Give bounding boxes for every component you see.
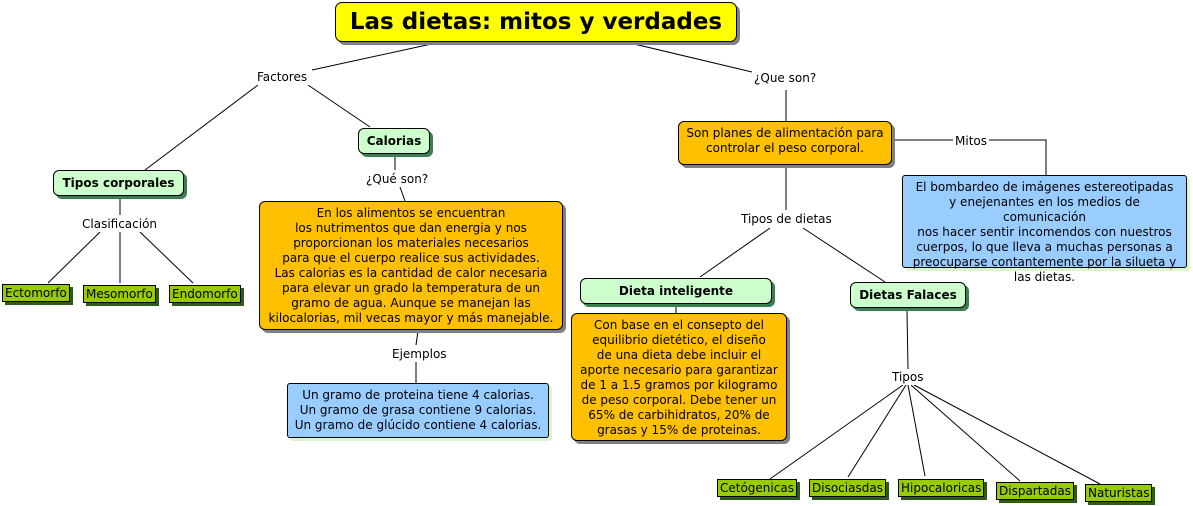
label-ejemplos: Ejemplos bbox=[392, 347, 447, 361]
leaf-hipocaloricas[interactable]: Hipocaloricas bbox=[898, 479, 984, 497]
leaf-disociasdas[interactable]: Disociasdas bbox=[809, 479, 886, 497]
concept-dieta-inteligente[interactable]: Dieta inteligente bbox=[580, 278, 772, 304]
concept-dietas-falaces[interactable]: Dietas Falaces bbox=[850, 282, 966, 308]
que-son-definition[interactable]: Son planes de alimentación para controlar el peso corporal. bbox=[678, 121, 892, 165]
connector bbox=[848, 385, 906, 477]
label-tipos-de-dietas: Tipos de dietas bbox=[741, 212, 832, 226]
connector bbox=[48, 232, 100, 283]
leaf-naturistas[interactable]: Naturistas bbox=[1085, 484, 1152, 502]
connector bbox=[907, 311, 908, 369]
connector bbox=[140, 232, 193, 283]
label-factores: Factores bbox=[257, 70, 308, 84]
mitos-definition[interactable]: El bombardeo de imágenes estereotipadas y enejenantes en los medios de comunicación nos hacer sentir incomendos con nuestros cuerpos, lo que lleva a muchas personas a preocuparse contantemente por la silueta y las dietas. bbox=[902, 175, 1187, 268]
connector bbox=[312, 43, 436, 70]
connector bbox=[700, 228, 770, 277]
connector bbox=[145, 85, 258, 170]
calorias-examples[interactable]: Un gramo de proteina tiene 4 calorias. Un gramo de grasa contiene 9 calorias. Un gramo de glúcido contiene 4 calorias. bbox=[287, 383, 549, 438]
calorias-definition[interactable]: En los alimentos se encuentran los nutrimentos que dan energia y nos proporcionan los materiales necesarios para que el cuerpo realice sus actividades. Las calorias es la cantidad de calor necesaria para elevar un grado la temperatura de un gramo de agua. Aunque se manejan las kilocalorias, mil vecas mayor y más manejable. bbox=[259, 201, 563, 330]
connector bbox=[908, 385, 925, 476]
label-tipos: Tipos bbox=[892, 370, 924, 384]
label-mitos: Mitos bbox=[955, 134, 987, 148]
leaf-ectomorfo[interactable]: Ectomorfo bbox=[2, 284, 70, 302]
connector bbox=[416, 331, 418, 345]
leaf-cetogenicas[interactable]: Cetógenicas bbox=[717, 479, 797, 497]
leaf-mesomorfo[interactable]: Mesomorfo bbox=[83, 285, 156, 303]
map-title[interactable]: Las dietas: mitos y verdades bbox=[335, 2, 737, 42]
connector bbox=[308, 85, 370, 127]
label-que-son: ¿Que son? bbox=[754, 71, 817, 85]
connector bbox=[989, 140, 1046, 175]
label-que-son-calorias: ¿Qué son? bbox=[366, 172, 429, 186]
dieta-inteligente-definition[interactable]: Con base en el consepto del equilibrio dietético, el diseño de una dieta debe incluir el aporte necesario para garantizar de 1 a 1.5 gramos por kilogramo de peso corporal. Debe tener un 65% de carbihidratos, 20% de grasas y 15% de proteinas. bbox=[571, 313, 787, 441]
leaf-endomorfo[interactable]: Endomorfo bbox=[169, 285, 241, 303]
concept-tipos-corporales[interactable]: Tipos corporales bbox=[53, 170, 184, 196]
connector bbox=[400, 187, 405, 201]
connector bbox=[770, 385, 903, 479]
connector bbox=[630, 43, 752, 72]
leaf-dispartadas[interactable]: Dispartadas bbox=[996, 482, 1074, 500]
connector bbox=[803, 228, 885, 282]
concept-calorias[interactable]: Calorias bbox=[358, 128, 430, 154]
label-clasificacion: Clasificación bbox=[82, 217, 158, 231]
